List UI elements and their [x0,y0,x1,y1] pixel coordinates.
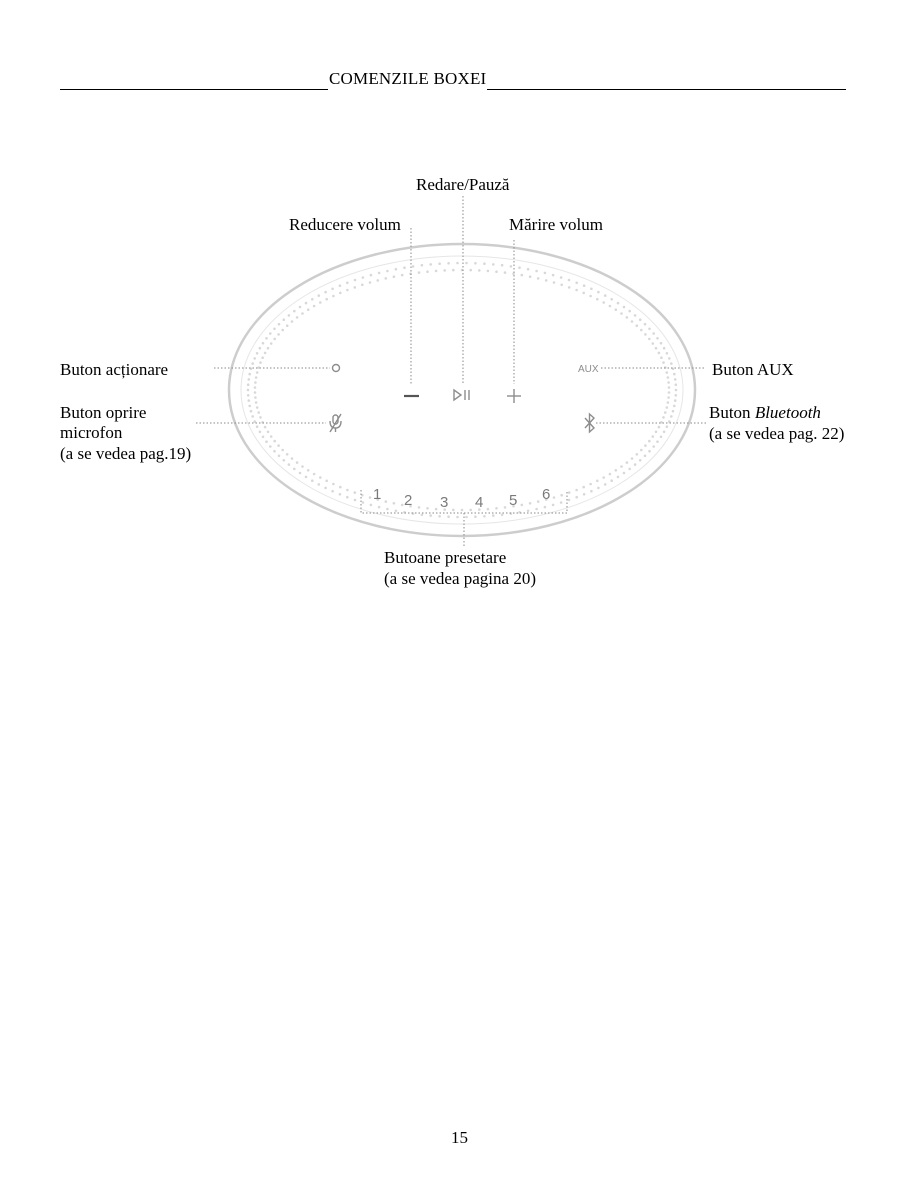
page-number: 15 [451,1128,468,1147]
label-volume-up: Mărire volum [509,215,603,234]
leader-lines [196,196,706,548]
label-volume-down: Reducere volum [289,215,401,234]
label-bluetooth [709,403,821,423]
action-icon[interactable] [333,365,340,372]
label-action-button: Buton acționare [60,360,169,379]
label-bluetooth-word: Bluetooth [754,403,821,422]
label-presets-1: Butoane presetare [384,548,507,567]
speaker-body [229,244,695,536]
preset-2-button[interactable]: 2 [404,492,413,509]
preset-3-button[interactable]: 3 [440,494,449,511]
speaker-grill [247,262,678,519]
label-mic-off-1: Buton oprire [60,403,147,422]
page-title: COMENZILE BOXEI [329,69,487,88]
label-bluetooth-ref: (a se vedea pag. 22) [709,424,845,443]
preset-5-button[interactable]: 5 [509,492,518,509]
aux-icon[interactable]: AUX [578,364,599,375]
label-bluetooth-prefix: Buton [709,403,755,422]
label-play-pause: Redare/Pauză [416,175,510,194]
label-presets-2: (a se vedea pagina 20) [384,569,536,588]
bluetooth-icon[interactable] [585,414,594,432]
preset-4-button[interactable]: 4 [475,494,484,511]
plus-icon[interactable] [507,389,521,403]
preset-buttons [373,486,550,511]
label-mic-off-3: (a se vedea pag.19) [60,444,192,463]
label-aux-button: Buton AUX [712,360,794,379]
preset-6-button[interactable]: 6 [542,486,551,503]
play-pause-icon[interactable] [454,390,469,400]
preset-1-button[interactable]: 1 [373,486,382,503]
mic-off-icon[interactable] [330,414,341,432]
label-mic-off-2: microfon [60,423,123,442]
